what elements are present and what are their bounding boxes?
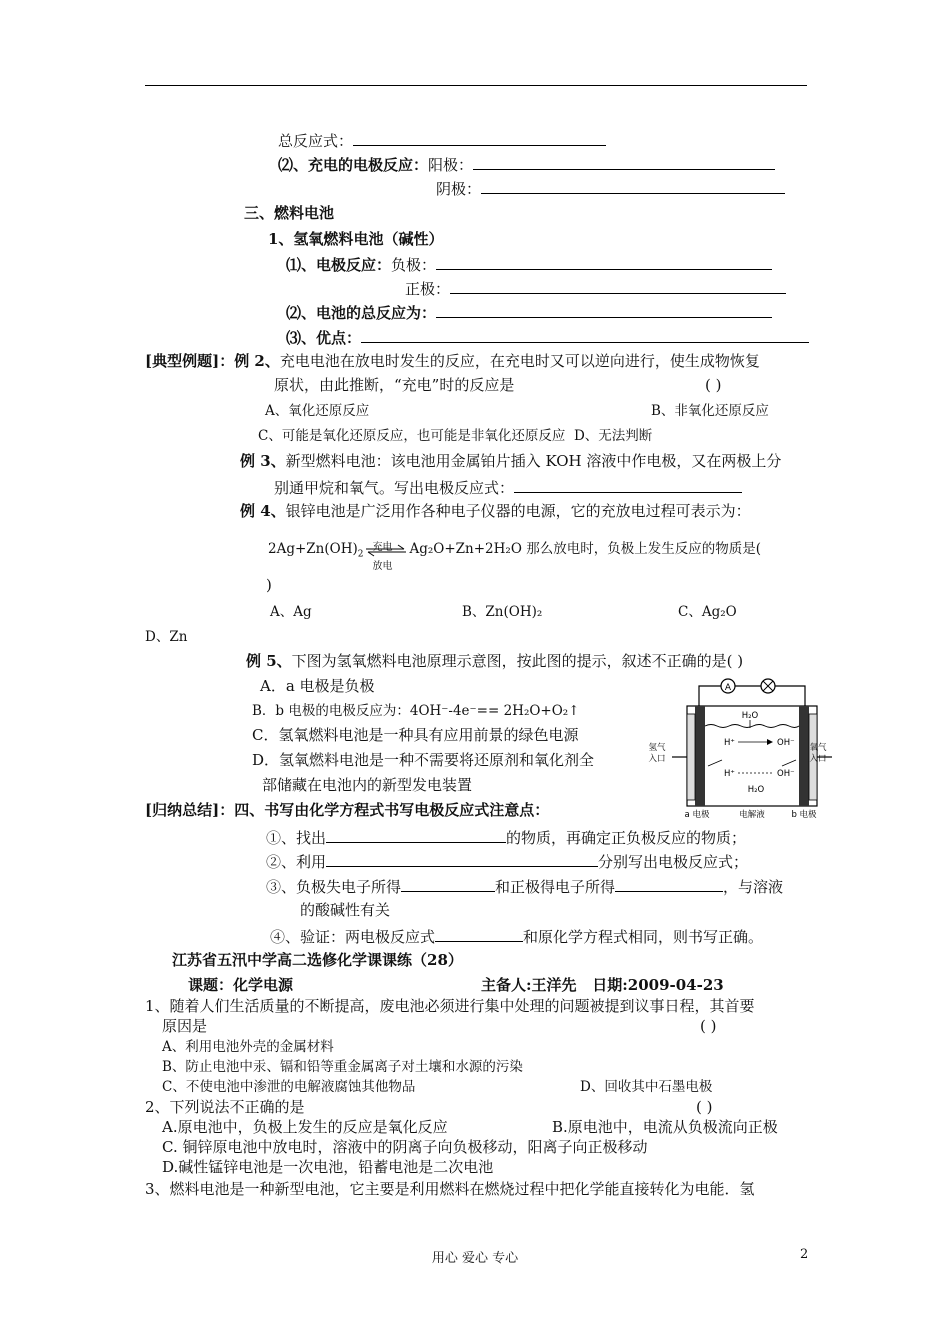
summary-point-1: ①、找出 的物质，再确定正负极反应的物质； <box>266 829 747 847</box>
fuel-cell-diagram <box>642 676 832 818</box>
example5-option-a: A．a 电极是负极 <box>260 677 375 695</box>
example5-option-c: C．氢氧燃料电池是一种具有应用前景的绿色电源 <box>252 726 579 744</box>
q1-option-d: D、回收其中石墨电极 <box>580 1079 713 1095</box>
example2-line2: 原状，由此推断，“充电”时的反应是 <box>274 376 515 394</box>
example2-option-a: A、氧化还原反应 <box>265 403 370 419</box>
example3-line2: 别通甲烷和氧气。写出电极反应式： <box>274 477 742 498</box>
q2-line: 2、下列说法不正确的是 <box>145 1098 305 1116</box>
example3-line1: 例 3、新型燃料电池：该电池用金属铂片插入 KOH 溶液中作电极，又在两极上分 <box>240 452 782 470</box>
h2o-bottom-label: H₂O <box>747 785 765 795</box>
positive-line: 正极： <box>405 278 786 299</box>
h-plus-label: H⁺ <box>724 738 735 748</box>
h-plus-label-2: H⁺ <box>724 769 735 779</box>
advantage-line: ⑶、优点： <box>286 327 809 348</box>
electrolyte-surface <box>705 725 799 728</box>
example4-close-paren[interactable]: ) <box>266 576 272 594</box>
q2-option-a: A.原电池中，负极上发生的反应是氧化反应 <box>162 1118 448 1136</box>
q1-line2: 原因是 <box>162 1017 208 1035</box>
answer-blank[interactable] <box>353 130 606 146</box>
electrode-b <box>799 706 809 806</box>
q1-option-c: C、不使电池中渗泄的电解液腐蚀其他物品 <box>162 1079 416 1095</box>
q1-line1: 1、随着人们生活质量的不断提高，废电池必须进行集中处理的问题被提到议事日程，其首要 <box>145 997 755 1015</box>
example5-option-d1: D．氢氧燃料电池是一种不需要将还原剂和氧化剂全 <box>252 751 595 769</box>
example5-option-b: B．b 电极的电极反应为：4OH⁻-4e⁻== 2H₂O+O₂↑ <box>252 703 580 719</box>
q2-answer-paren[interactable]: ( ) <box>696 1098 713 1116</box>
answer-blank[interactable] <box>615 876 723 892</box>
answer-blank[interactable] <box>473 154 775 170</box>
summary-point-3-cont: 的酸碱性有关 <box>300 901 391 919</box>
example5-option-d2: 部储藏在电池内的新型发电装置 <box>262 776 473 794</box>
answer-blank[interactable] <box>436 302 772 318</box>
electrode-a <box>695 706 705 806</box>
q1-answer-paren[interactable]: ( ) <box>700 1017 717 1035</box>
answer-blank[interactable] <box>326 827 506 843</box>
q2-option-d: D.碱性锰锌电池是一次电池，铅蓄电池是二次电池 <box>162 1158 494 1176</box>
o2-inlet-label: 氧气 <box>809 743 827 753</box>
electrode-b-label: b 电极 <box>791 810 817 818</box>
answer-blank[interactable] <box>481 178 785 194</box>
oh-minus-label-2: OH⁻ <box>777 769 795 779</box>
exercise-title: 江苏省五汛中学高二选修化学课课练（28） <box>172 951 463 969</box>
total-reaction-line-2: ⑵、电池的总反应为： <box>286 302 772 323</box>
ammeter-label: A <box>724 683 732 693</box>
summary-point-3: ③、负极失电子所得 和正极得电子所得 ，与溶液 <box>266 878 784 896</box>
fuel-cell-heading: 三、燃料电池 <box>244 204 335 222</box>
summary-point-2: ②、利用 分别写出电极反应式； <box>266 853 749 871</box>
q3-line: 3、燃料电池是一种新型电池，它主要是利用燃料在燃烧过程中把化学能直接转化为电能．氢 <box>145 1180 755 1198</box>
header-rule <box>145 85 807 86</box>
summary-heading: [归纳总结]：四、书写由化学方程式书写电极反应式注意点： <box>145 801 550 819</box>
q2-option-b: B.原电池中，电流从负极流向正极 <box>552 1118 778 1136</box>
answer-blank[interactable] <box>401 876 495 892</box>
summary-point-4: ④、验证：两电极反应式 和原化学方程式相同，则书写正确。 <box>270 928 764 946</box>
h2-inlet-label-2: 入口 <box>648 754 666 764</box>
example2-option-b: B、非氧化还原反应 <box>651 403 769 419</box>
negative-line: ⑴、电极反应：负极： <box>286 254 772 275</box>
example2-answer-paren[interactable]: ( ) <box>705 376 722 394</box>
example4-line1: 例 4、银锌电池是广泛用作各种电子仪器的电源，它的充放电过程可表示为： <box>240 502 751 520</box>
example4-option-b: B、Zn(OH)₂ <box>462 604 543 620</box>
reversible-arrow: 充电 放电 <box>364 535 408 565</box>
example4-option-a: A、Ag <box>270 604 312 620</box>
h2o2-heading: 1、氢氧燃料电池（碱性） <box>268 230 444 248</box>
example5-line1: 例 5、下图为氢氧燃料电池原理示意图，按此图的提示，叙述不正确的是( ) <box>246 652 744 670</box>
footer-slogan: 用心 爱心 专心 <box>431 1251 519 1266</box>
total-reaction-line: 总反应式： <box>278 130 606 151</box>
exercise-author: 主备人:王洋先 日期:2009-04-23 <box>481 976 724 994</box>
h2-inlet-label: 氢气 <box>648 743 666 753</box>
charge-cathode-line: 阴极： <box>436 178 785 199</box>
q1-option-b: B、防止电池中汞、镉和铅等重金属离子对土壤和水源的污染 <box>162 1059 523 1075</box>
q1-option-a: A、利用电池外壳的金属材料 <box>162 1039 334 1055</box>
answer-blank[interactable] <box>435 926 523 942</box>
h2o-top-label: H₂O <box>741 711 759 721</box>
example4-option-d: D、Zn <box>145 629 188 645</box>
example4-equation: $2Ag+Zn(OH)_2$ 充电 放电 Ag₂O+Zn+2H₂O 那么放电时，负极上发生反应的物质是( <box>268 534 761 570</box>
electrolyte-label: 电解液 <box>739 810 765 818</box>
answer-blank[interactable] <box>436 254 772 270</box>
circuit-wire <box>699 686 805 714</box>
example2-option-c: C、可能是氧化还原反应，也可能是非氧化还原反应 D、无法判断 <box>258 428 653 444</box>
answer-blank[interactable] <box>450 278 786 294</box>
electrode-a-label: a 电极 <box>684 810 710 818</box>
example2-line1: [典型例题]：例 2、充电电池在放电时发生的反应，在充电时又可以逆向进行，使生成物恢复 <box>145 352 760 370</box>
answer-blank[interactable] <box>326 851 598 867</box>
charge-anode-line: ⑵、充电的电极反应：阳极： <box>278 154 775 175</box>
example4-option-c: C、Ag₂O <box>678 604 737 620</box>
exercise-topic: 课题：化学电源 <box>188 976 294 994</box>
page-number: 2 <box>800 1247 809 1262</box>
answer-blank[interactable] <box>514 477 742 493</box>
answer-blank[interactable] <box>361 327 809 343</box>
oh-minus-label: OH⁻ <box>777 738 795 748</box>
o2-inlet-label-2: 入口 <box>809 754 827 764</box>
q2-option-c: C. 铜锌原电池中放电时，溶液中的阴离子向负极移动，阳离子向正极移动 <box>162 1138 648 1156</box>
